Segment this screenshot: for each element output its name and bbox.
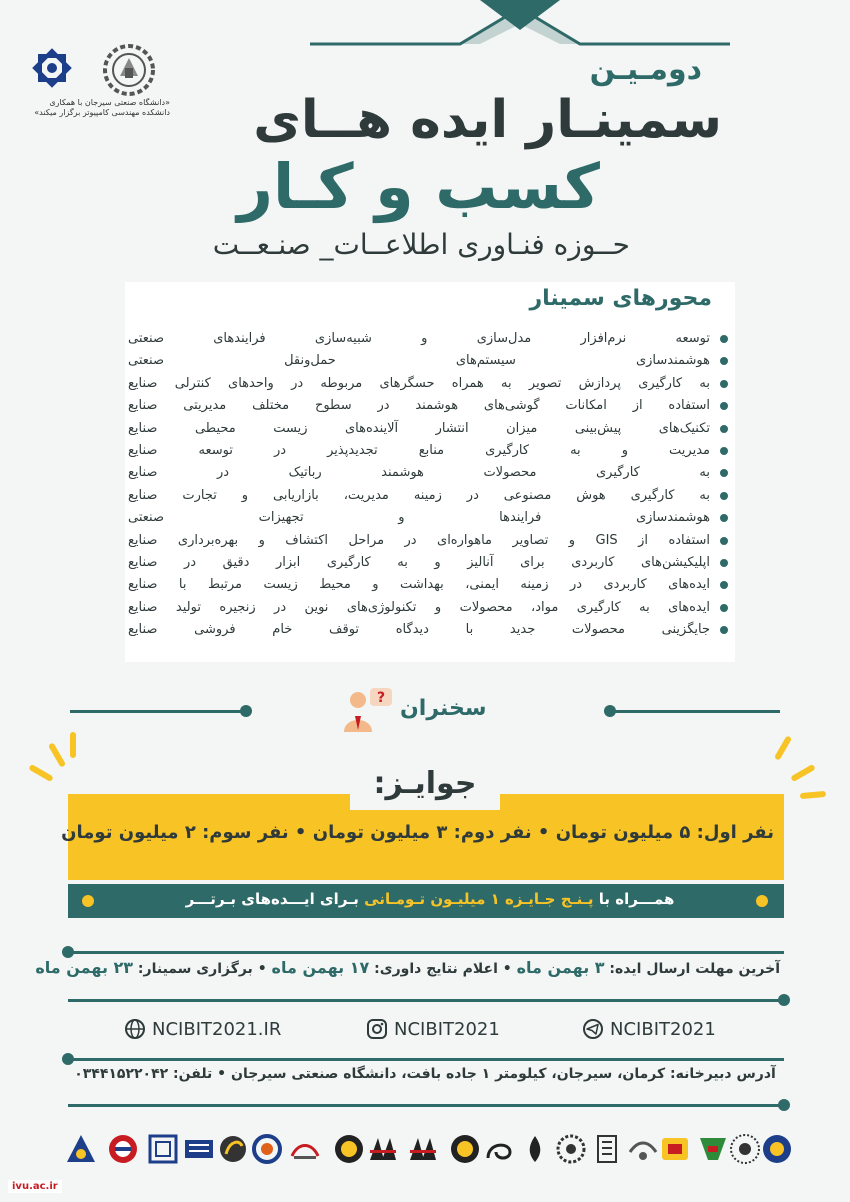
divider-line	[72, 951, 784, 954]
telegram-icon	[582, 1018, 604, 1040]
business-title: کسب و کـار	[237, 150, 600, 223]
divider-line	[72, 1058, 784, 1061]
prizes-title: جوایـز:	[373, 766, 477, 801]
secretariat-address: آدرس دبیرخانه: کرمان، سیرجان، کیلومتر ۱ جاده بافت، دانشگاه صنعتی سیرجان • تلفن: ۰۳۴۴۱۵۲۲۰۴۲	[74, 1066, 776, 1082]
instagram-contact[interactable]: NCIBIT2021	[366, 1018, 500, 1040]
divider-line	[70, 710, 245, 713]
sponsor-logo-icon	[182, 1132, 216, 1166]
topic-item: به کارگیری پردازش تصویر به همراه حسگرهای مربوطه در واحدهای کنترلی صنایع	[128, 373, 728, 395]
sponsor-logo-icon	[518, 1132, 552, 1166]
sponsor-logo-icon	[366, 1132, 400, 1166]
bullet-icon	[720, 469, 728, 477]
bullet-icon	[720, 559, 728, 567]
divider-dot	[778, 1099, 790, 1111]
website-contact[interactable]: NCIBIT2021.IR	[124, 1018, 281, 1040]
sponsor-logo-icon	[482, 1132, 516, 1166]
sponsor-logo-icon	[106, 1132, 140, 1166]
sponsor-logo-icon	[216, 1132, 250, 1166]
sponsor-logo-icon	[250, 1132, 284, 1166]
topic-item: به کارگیری محصولات هوشمند رباتیک در صنایع	[128, 462, 728, 484]
spark-decoration	[790, 764, 816, 782]
contacts-row	[0, 1012, 850, 1048]
sponsor-logo-icon	[146, 1132, 180, 1166]
telegram-contact[interactable]: NCIBIT2021	[582, 1018, 716, 1040]
bullet-icon	[720, 380, 728, 388]
speaker-label: سخنران	[400, 696, 487, 721]
topic-item: توسعه نرم‌افزار مدل‌سازی و شبیه‌سازی فرایندهای صنعتی	[128, 328, 728, 350]
topic-item: هوشمندسازی فرایندها و تجهیزات صنعتی	[128, 507, 728, 529]
sponsor-logo-icon	[332, 1132, 366, 1166]
topics-list	[128, 328, 728, 641]
bullet-icon	[720, 537, 728, 545]
topic-item: تکنیک‌های پیش‌بینی میزان انتشار آلاینده‌های زیست محیطی صنایع	[128, 418, 728, 440]
bonus-text: همـــراه با پـنـج جـایـزه ۱ میلیـون تـومـانی بـرای ایـــده‌های بـرتـــر	[185, 890, 675, 908]
divider-line	[610, 710, 780, 713]
instagram-icon	[366, 1018, 388, 1040]
bullet-icon	[720, 425, 728, 433]
speaker-question-icon	[340, 686, 396, 738]
spark-decoration	[800, 791, 826, 799]
speaker-row	[0, 682, 850, 742]
topics-heading: محورهای سمینار	[529, 286, 712, 311]
bullet-icon	[720, 402, 728, 410]
topic-item: جایگزینی محصولات جدید با دیدگاه توقف خام فروشی صنایع	[128, 619, 728, 641]
sponsor-logo-icon	[728, 1132, 762, 1166]
spark-decoration	[70, 732, 76, 758]
prizes-amounts: نفر اول: ۵ میلیون تومان • نفر دوم: ۳ میلیون تومان • نفر سوم: ۲ میلیون تومان	[61, 822, 774, 843]
organizer-caption: «دانشگاه صنعتی سیرجان با همکاری دانشکده مهندسی کامپیوتر برگزار میکند»	[34, 98, 170, 117]
sponsor-logo-icon	[696, 1132, 730, 1166]
topic-item: ایده‌های به کارگیری مواد، محصولات و تکنولوژی‌های نوین در زنجیره تولید صنایع	[128, 597, 728, 619]
spark-decoration	[28, 764, 54, 782]
topic-item: ایده‌های کاربردی در زمینه ایمنی، بهداشت و محیط زیست مرتبط با صنایع	[128, 574, 728, 596]
divider-line	[68, 1104, 780, 1107]
globe-icon	[124, 1018, 146, 1040]
divider-dot	[240, 705, 252, 717]
organizer-logos	[20, 38, 170, 128]
top-banner-decoration	[310, 0, 730, 60]
shahid-star-logo-icon	[30, 46, 74, 90]
sponsor-logo-icon	[590, 1132, 624, 1166]
sponsor-logo-icon	[406, 1132, 440, 1166]
bullet-icon	[720, 335, 728, 343]
seminar-title: سمینـار ایده هــای	[253, 90, 722, 150]
edition-label: دومـیـن	[589, 52, 702, 87]
sponsor-logo-icon	[554, 1132, 588, 1166]
spark-decoration	[48, 742, 66, 768]
topic-item: استفاده از امکانات گوشی‌های هوشمند در سطوح مختلف مدیریتی صنایع	[128, 395, 728, 417]
university-gear-logo-icon	[98, 42, 160, 98]
sponsor-logos	[60, 1126, 800, 1180]
important-dates: آخرین مهلت ارسال ایده: ۳ بهمن ماه • اعلام نتایج داوری: ۱۷ بهمن ماه • برگزاری سمینار: ۲۳ بهمن ماه	[35, 958, 780, 977]
bullet-icon	[720, 581, 728, 589]
sponsor-logo-icon	[626, 1132, 660, 1166]
sponsor-logo-icon	[64, 1132, 98, 1166]
bullet-icon	[720, 514, 728, 522]
bonus-highlight: پـنـج جـایـزه ۱ میلیـون تـومـانی	[364, 890, 594, 908]
bullet-icon	[720, 492, 728, 500]
bullet-icon	[720, 626, 728, 634]
svg-text:?: ?	[376, 690, 386, 706]
sponsor-logo-icon	[658, 1132, 692, 1166]
site-watermark: ivu.ac.ir	[8, 1180, 62, 1193]
sponsor-logo-icon	[760, 1132, 794, 1166]
topic-item: اپلیکیشن‌های کاربردی برای آنالیز و به کارگیری ابزار دقیق در صنایع	[128, 552, 728, 574]
domain-subtitle: حــوزه فنـاوری اطلاعــات_ صنـعــت	[212, 228, 630, 261]
topic-item: استفاده از GIS و تصاویر ماهواره‌ای در مراحل اکتشاف و بهره‌برداری صنایع	[128, 530, 728, 552]
bullet-icon	[720, 604, 728, 612]
topic-item: هوشمندسازی سیستم‌های حمل‌ونقل صنعتی	[128, 350, 728, 372]
sponsor-logo-icon	[448, 1132, 482, 1166]
bonus-dot	[82, 895, 94, 907]
bullet-icon	[720, 447, 728, 455]
divider-line	[68, 999, 780, 1002]
topic-item: مدیریت و به کارگیری منابع تجدیدپذیر در توسعه صنایع	[128, 440, 728, 462]
bullet-icon	[720, 357, 728, 365]
sponsor-logo-icon	[288, 1132, 322, 1166]
topic-item: به کارگیری هوش مصنوعی در زمینه مدیریت، بازاریابی و تجارت صنایع	[128, 485, 728, 507]
